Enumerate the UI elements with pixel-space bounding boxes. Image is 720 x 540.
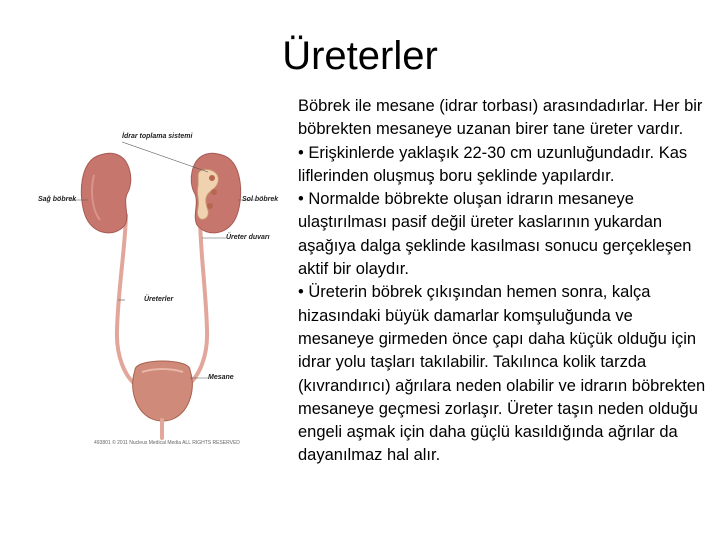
label-bladder: Mesane: [208, 374, 234, 381]
right-kidney: [81, 153, 130, 233]
label-left-kidney: Sol böbrek: [242, 196, 279, 203]
label-right-kidney: Sağ böbrek: [38, 196, 77, 203]
right-ureter: [117, 215, 140, 388]
slide-title: Üreterler: [282, 34, 438, 78]
label-ureter-wall: Üreter duvarı: [226, 234, 270, 241]
bullet-kidney-stones: • Üreterin böbrek çıkışından hemen sonra, kalça hizasındaki büyük damarlar komşuluğunda ve mesaneye girmeden önce çapı daha küçük olduğu için idrar yolu taşları takılabilir. Takılınca kolik tarzda (kıvrandırıcı) ağrılara neden olabilir ve idrarın böbrekten mesaneye geçmesi zorlaşır. Üreter taşın neden olduğu engeli aşmak için daha güçlü kasıldığında ağrılar da dayanılmaz hal alır.: [298, 283, 706, 465]
left-ureter: [184, 215, 207, 388]
bladder: [133, 361, 193, 421]
label-ureters: Üreterler: [144, 296, 174, 303]
urinary-system-illustration: [30, 120, 285, 455]
label-collecting-system: İdrar toplama sistemi: [122, 133, 193, 140]
copyright-notice: 493801 © 2011 Nucleus Medical Media ALL RIGHTS RESERVED: [94, 440, 240, 446]
slide-body: [298, 95, 710, 468]
bullet-length: • Erişkinlerde yaklaşık 22-30 cm uzunluğundadır. Kas liflerinden oluşmuş boru şeklinde yapılardır.: [298, 143, 688, 185]
urinary-system-drawing: [30, 120, 285, 455]
paragraph-intro: Böbrek ile mesane (idrar torbası) arasındadırlar. Her bir böbrekten mesaneye uzanan birer tane üreter vardır.: [298, 97, 703, 139]
bullet-urine-transport: • Normalde böbrekte oluşan idrarın mesaneye ulaştırılması pasif değil üreter kaslarının yukardan aşağıya dalga şeklinde kasılması sonucu gerçekleşen aktif bir olaydır.: [298, 190, 692, 279]
